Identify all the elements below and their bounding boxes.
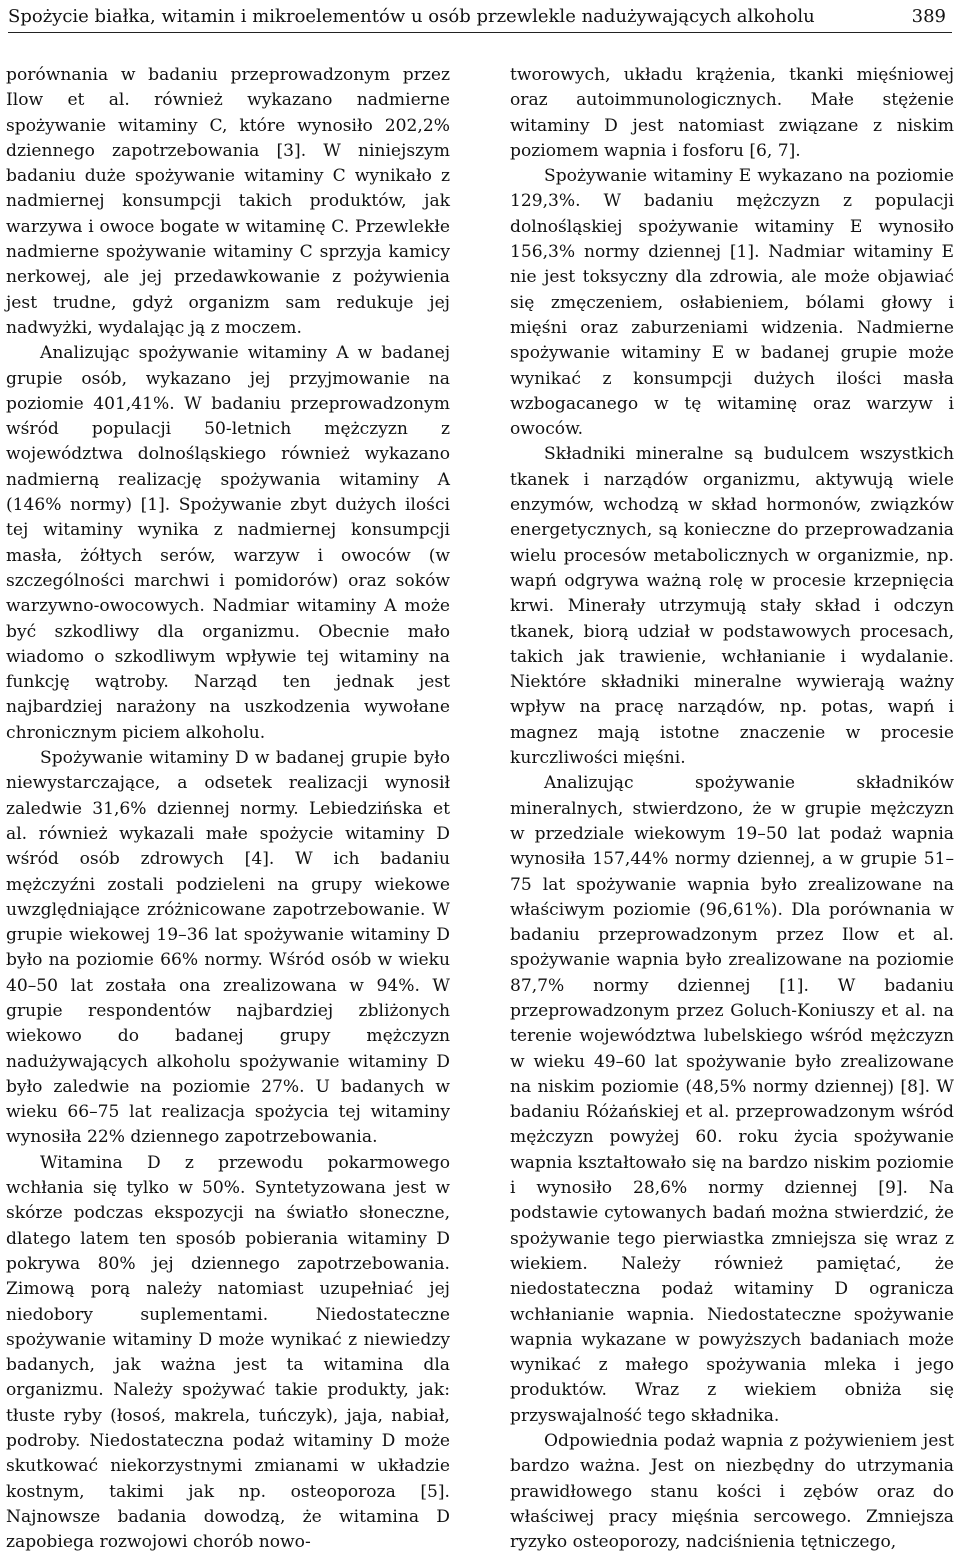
page-number: 389 [911, 5, 946, 27]
paragraph: Spożywanie witaminy D w badanej grupie było niewystarczające, a odsetek realizacji wynosił zaledwie 31,6% dziennej normy. Lebiedzińska et al. również wykazali małe spożycie witaminy D wśród osób zdrowych [4]. W ich badaniu mężczyźni zostali podzieleni na grupy wiekowe uwzględniające zróżnicowane zapotrzebowanie. W grupie wiekowej 19–36 lat spożywanie witaminy D było na poziomie 66% normy. Wśród osób w wieku 40–50 lat została ona zrealizowana w 94%. W grupie respondentów najbardziej zbliżonych wiekowo do badanej grupy mężczyzn nadużywających alkoholu spożywanie witaminy D było zaledwie na poziomie 27%. U badanych w wieku 66–75 lat realizacja spożycia tej witaminy wynosiła 22% dziennego zapotrzebowania. [6, 748, 450, 1148]
paragraph: porównania w badaniu przeprowadzonym przez Ilow et al. również wykazano nadmierne spożywanie witaminy C, które wynosiło 202,2% dziennego zapotrzebowania [3]. W niniejszym badaniu duże spożywanie witaminy C wynikało z nadmiernej konsumpcji takich produktów, jak warzywa i owoce bogate w witaminę C. Przewlekłe nadmierne spożywanie witaminy C sprzyja kamicy nerkowej, ale jej przedawkowanie z pożywienia jest trudne, gdyż organizm sam redukuje jej nadwyżki, wydalając ją z moczem. [6, 65, 450, 338]
paragraph: Spożywanie witaminy E wykazano na poziomie 129,3%. W badaniu mężczyzn z populacji dolnośląskiej spożywanie witaminy E wynosiło 156,3% normy dziennej [1]. Nadmiar witaminy E nie jest toksyczny dla zdrowia, ale może objawiać się zmęczeniem, osłabieniem, bólami głowy i mięśni oraz zaburzeniami widzenia. Nadmierne spożywanie witaminy E w badanej grupie może wynikać z konsumpcji dużych ilości masła wzbogacanego w tę witaminę oraz warzyw i owoców. [510, 166, 954, 440]
running-header [8, 0, 952, 33]
paragraph: Odpowiednia podaż wapnia z pożywieniem jest bardzo ważna. Jest on niezbędny do utrzymania prawidłowego stanu kości i zębów oraz do właściwej pracy mięśnia sercowego. Zmniejsza ryzyko osteoporozy, nadciśnienia tętniczego, [510, 1431, 954, 1553]
paragraph: Składniki mineralne są budulcem wszystkich tkanek i narządów organizmu, aktywują wiele enzymów, wchodzą w skład hormonów, związków energetycznych, są konieczne do przeprowadzania wielu procesów metabolicznych w organizmie, np. wapń odgrywa ważną rolę w procesie krzepnięcia krwi. Minerały utrzymują stały skład i odczyn tkanek, biorą udział w podstawowych procesach, takich jak trawienie, wchłanianie i wydalanie. Niektóre składniki mineralne wywierają ważny wpływ na pracę narządów, np. potas, wapń i magnez mają istotne znaczenie w procesie kurczliwości mięśni. [510, 444, 954, 769]
running-title: Spożycie białka, witamin i mikroelementów u osób przewlekle nadużywających alkoholu [8, 5, 815, 27]
left-column [6, 63, 450, 1556]
paragraph: tworowych, układu krążenia, tkanki mięśniowej oraz autoimmunologicznych. Małe stężenie witaminy D jest natomiast związane z niskim poziomem wapnia i fosforu [6, 7]. [510, 65, 954, 161]
paragraph: Analizując spożywanie witaminy A w badanej grupie osób, wykazano jej przyjmowanie na poziomie 401,41%. W badaniu przeprowadzonym wśród populacji 50-letnich mężczyzn z województwa dolnośląskiego również wykazano nadmierną realizację spożywania witaminy A (146% normy) [1]. Spożywanie zbyt dużych ilości tej witaminy wynika z nadmiernej konsumpcji masła, żółtych serów, warzyw i owoców (w szczególności marchwi i pomidorów) oraz soków warzywno-owocowych. Nadmiar witaminy A może być szkodliwy dla organizmu. Obecnie mało wiadomo o szkodliwym wpływie tej witaminy na funkcję wątroby. Narząd ten jednak jest najbardziej narażony na uszkodzenia wywołane chronicznym piciem alkoholu. [6, 343, 450, 743]
paragraph: Witamina D z przewodu pokarmowego wchłania się tylko w 50%. Syntetyzowana jest w skórze podczas ekspozycji na światło słoneczne, dlatego latem ten sposób pobierania witaminy D pokrywa 80% jej dziennego zapotrzebowania. Zimową porą należy natomiast uzupełniać jej niedobory suplementami. Niedostateczne spożywanie witaminy D może wynikać z niewiedzy badanych, jak ważna jest ta witamina dla organizmu. Należy spożywać takie produkty, jak: tłuste ryby (łosoś, makrela, tuńczyk), jaja, nabiał, podroby. Niedostateczna podaż witaminy D może skutkować niekorzystnymi zmianami w układzie kostnym, takimi jak np. osteoporoza [5]. Najnowsze badania dowodzą, że witamina D zapobiega rozwojowi chorób nowo- [6, 1152, 450, 1553]
paragraph: Analizując spożywanie składników mineralnych, stwierdzono, że w grupie mężczyzn w przedziale wiekowym 19–50 lat podaż wapnia wynosiła 157,44% normy dziennej, a w grupie 51–75 lat spożywanie wapnia było zrealizowane na właściwym poziomie (96,61%). Dla porównania w badaniu przeprowadzonym przez Ilow et al. spożywanie wapnia było zrealizowane na poziomie 87,7% normy dziennej [1]. W badaniu przeprowadzonym przez Goluch-Koniuszy et al. na terenie województwa lubelskiego wśród mężczyzn w wieku 49–60 lat spożywanie było zrealizowane na niskim poziomie (48,5% normy dziennej) [8]. W badaniu Różańskiej et al. przeprowadzonym wśród mężczyzn powyżej 60. roku życia spożywanie wapnia kształtowało się na bardzo niskim poziomie i wynosiło 28,6% normy dziennej [9]. Na podstawie cytowanych badań można stwierdzić, że spożywanie tego pierwiastka zmniejsza się wraz z wiekiem. Należy również pamiętać, że niedostateczna podaż witaminy D ogranicza wchłanianie wapnia. Niedostateczne spożywanie wapnia wykazane w powyższych badaniach może wynikać z małego spożywania mleka i jego produktów. Wraz z wiekiem obniża się przyswajalność tego składnika. [510, 773, 954, 1426]
right-column [510, 63, 954, 1556]
